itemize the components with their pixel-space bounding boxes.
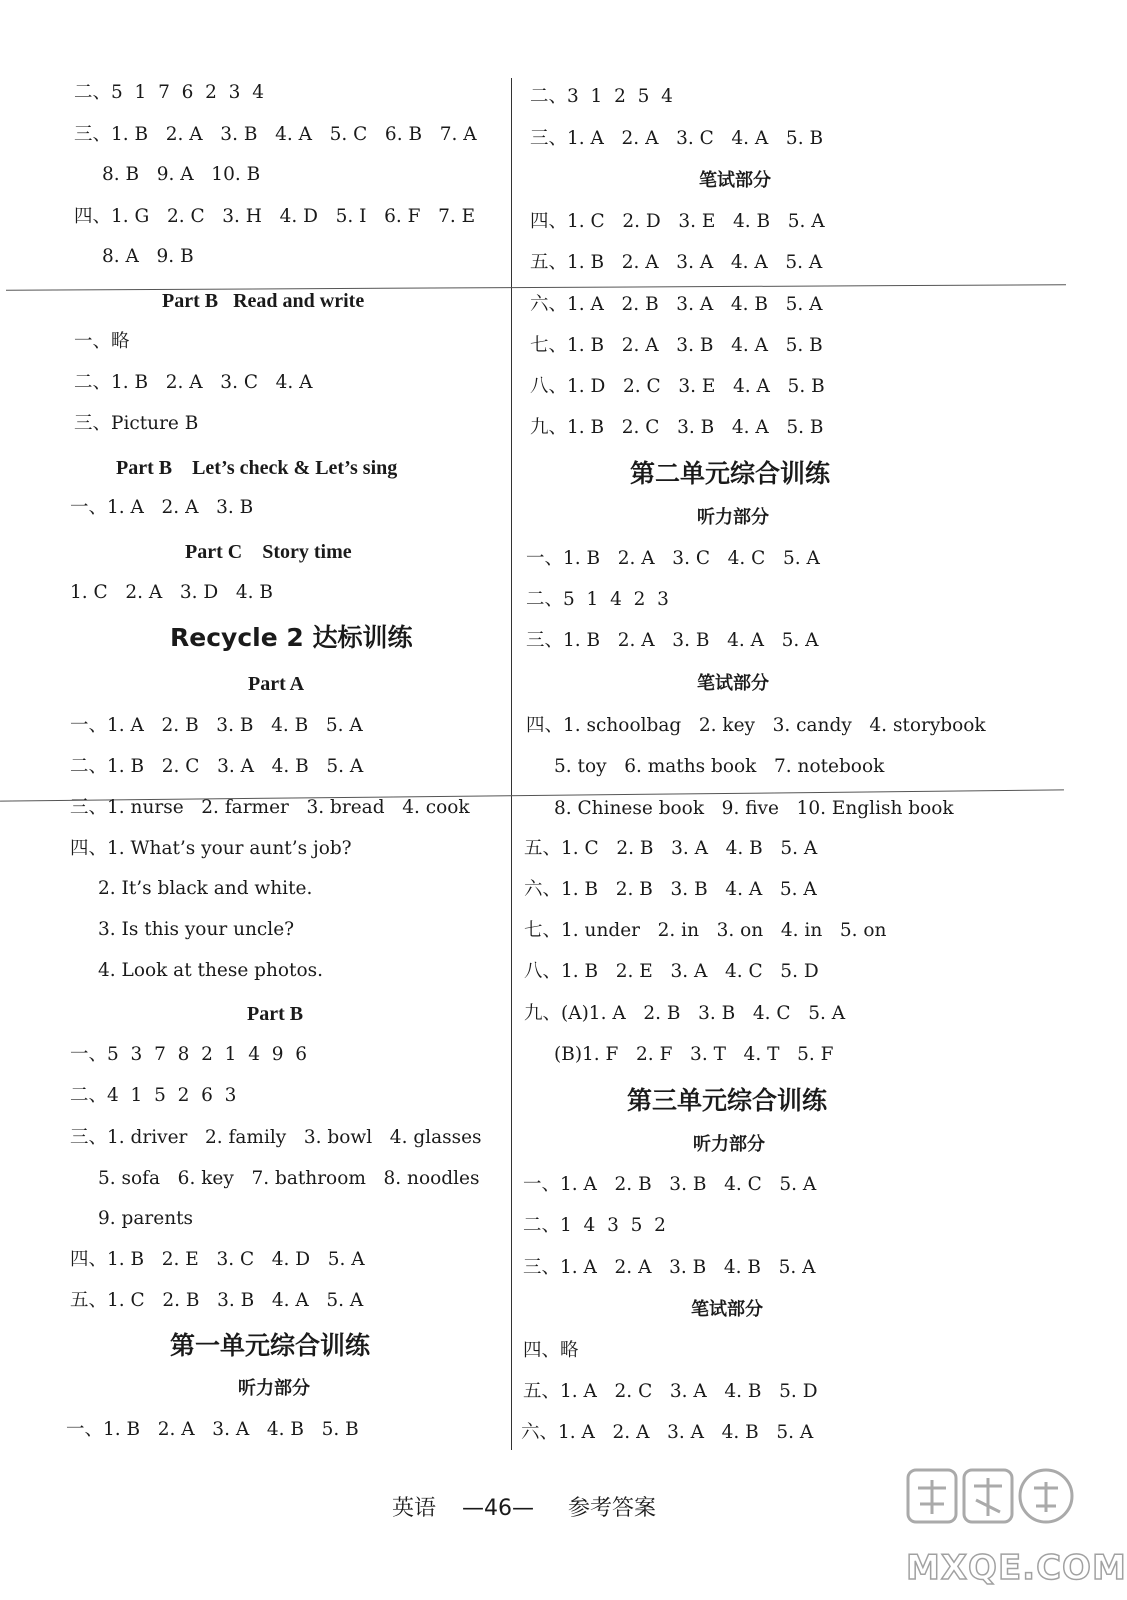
unit-heading: 第二单元综合训练 [630,459,831,488]
unit-heading: Recycle 2 达标训练 [170,623,413,652]
site-watermark [900,1460,1127,1590]
answer-line: 一、5 3 7 8 2 1 4 9 6 [70,1044,308,1065]
subsection-heading: 笔试部分 [699,170,771,191]
subsection-heading: 听力部分 [697,507,769,528]
page-number: —46— [462,1496,534,1521]
watermark-logo-icon [900,1460,1080,1550]
answer-line: 一、1. A 2. B 3. B 4. C 5. A [523,1174,817,1195]
answer-line: 八、1. D 2. C 3. E 4. A 5. B [530,376,825,397]
answer-line: 8. A 9. B [102,246,194,267]
answer-line: 8. Chinese book 9. five 10. English book [554,798,954,819]
watermark-text: MXQE.COM [906,1548,1127,1588]
answer-line: 五、1. A 2. C 3. A 4. B 5. D [523,1381,818,1402]
answer-line: 3. Is this your uncle? [98,919,295,940]
answer-line: 三、1. driver 2. family 3. bowl 4. glasses [70,1127,482,1148]
answer-line: 一、略 [74,331,130,352]
answer-line: 二、1. B 2. A 3. C 4. A [74,372,313,393]
subsection-heading: 听力部分 [238,1378,310,1399]
answer-line: 九、(A)1. A 2. B 3. B 4. C 5. A [524,1003,846,1024]
section-heading: Part A [248,673,305,695]
answer-line: 1. C 2. A 3. D 4. B [70,582,273,603]
answer-line: 八、1. B 2. E 3. A 4. C 5. D [524,961,819,982]
answer-line: 二、1. B 2. C 3. A 4. B 5. A [70,756,364,777]
answer-line: 六、1. A 2. B 3. A 4. B 5. A [530,294,823,315]
section-heading: Part B Let’s check & Let’s sing [116,457,398,479]
section-heading: Part B Read and write [162,290,365,312]
answer-line: 七、1. under 2. in 3. on 4. in 5. on [524,920,887,941]
answer-line: 五、1. C 2. B 3. B 4. A 5. A [70,1290,364,1311]
answer-line: 五、1. C 2. B 3. A 4. B 5. A [524,838,818,859]
answer-line: 一、1. A 2. B 3. B 4. B 5. A [70,715,363,736]
answer-line: 三、1. A 2. A 3. B 4. B 5. A [523,1257,816,1278]
answer-line: 二、3 1 2 5 4 [530,86,673,107]
section-heading: Part B [247,1003,304,1025]
answer-line: 一、1. B 2. A 3. C 4. C 5. A [526,548,820,569]
unit-heading: 第三单元综合训练 [627,1086,828,1115]
answer-line: 二、1 4 3 5 2 [523,1215,666,1236]
subsection-heading: 笔试部分 [691,1299,763,1320]
answer-line: 四、1. B 2. E 3. C 4. D 5. A [70,1249,365,1270]
answer-line: 8. B 9. A 10. B [102,164,261,185]
answer-line: 4. Look at these photos. [98,960,323,981]
answer-line: 四、1. G 2. C 3. H 4. D 5. I 6. F 7. E [74,206,476,227]
answer-line: 一、1. A 2. A 3. B [70,497,254,518]
answer-line: 2. It’s black and white. [98,878,313,899]
answer-line: 三、1. A 2. A 3. C 4. A 5. B [530,128,824,149]
answer-line: 五、1. B 2. A 3. A 4. A 5. A [530,252,823,273]
answer-line: 5. toy 6. maths book 7. notebook [554,756,885,777]
answer-line: 三、1. B 2. A 3. B 4. A 5. C 6. B 7. A [74,124,477,145]
answer-line: 六、1. A 2. A 3. A 4. B 5. A [521,1422,814,1443]
answer-line: 三、1. nurse 2. farmer 3. bread 4. cook [70,797,470,818]
column-divider [511,78,512,1450]
answer-line: 二、4 1 5 2 6 3 [70,1085,237,1106]
answer-line: 5. sofa 6. key 7. bathroom 8. noodles [98,1168,480,1189]
unit-heading: 第一单元综合训练 [170,1331,371,1360]
section-heading: Part C Story time [185,541,352,563]
footer-subject: 英语 [392,1496,437,1521]
answer-line: 四、1. What’s your aunt’s job? [70,838,352,859]
subsection-heading: 笔试部分 [697,673,769,694]
answer-line: 九、1. B 2. C 3. B 4. A 5. B [530,417,824,438]
answer-line: 四、1. C 2. D 3. E 4. B 5. A [530,211,825,232]
answer-line: 二、5 1 7 6 2 3 4 [74,82,264,103]
answer-line: 三、Picture B [74,413,199,434]
answer-line: 六、1. B 2. B 3. B 4. A 5. A [524,879,817,900]
answer-line: 四、略 [523,1340,579,1361]
subsection-heading: 听力部分 [693,1134,765,1155]
answer-line: (B)1. F 2. F 3. T 4. T 5. F [554,1044,834,1065]
answer-line: 二、5 1 4 2 3 [526,589,669,610]
answer-line: 七、1. B 2. A 3. B 4. A 5. B [530,335,823,356]
answer-line: 一、1. B 2. A 3. A 4. B 5. B [66,1419,359,1440]
answer-line: 四、1. schoolbag 2. key 3. candy 4. storybook [526,715,986,736]
answer-line: 9. parents [98,1208,194,1229]
answer-line: 三、1. B 2. A 3. B 4. A 5. A [526,630,819,651]
footer-section: 参考答案 [568,1496,657,1521]
